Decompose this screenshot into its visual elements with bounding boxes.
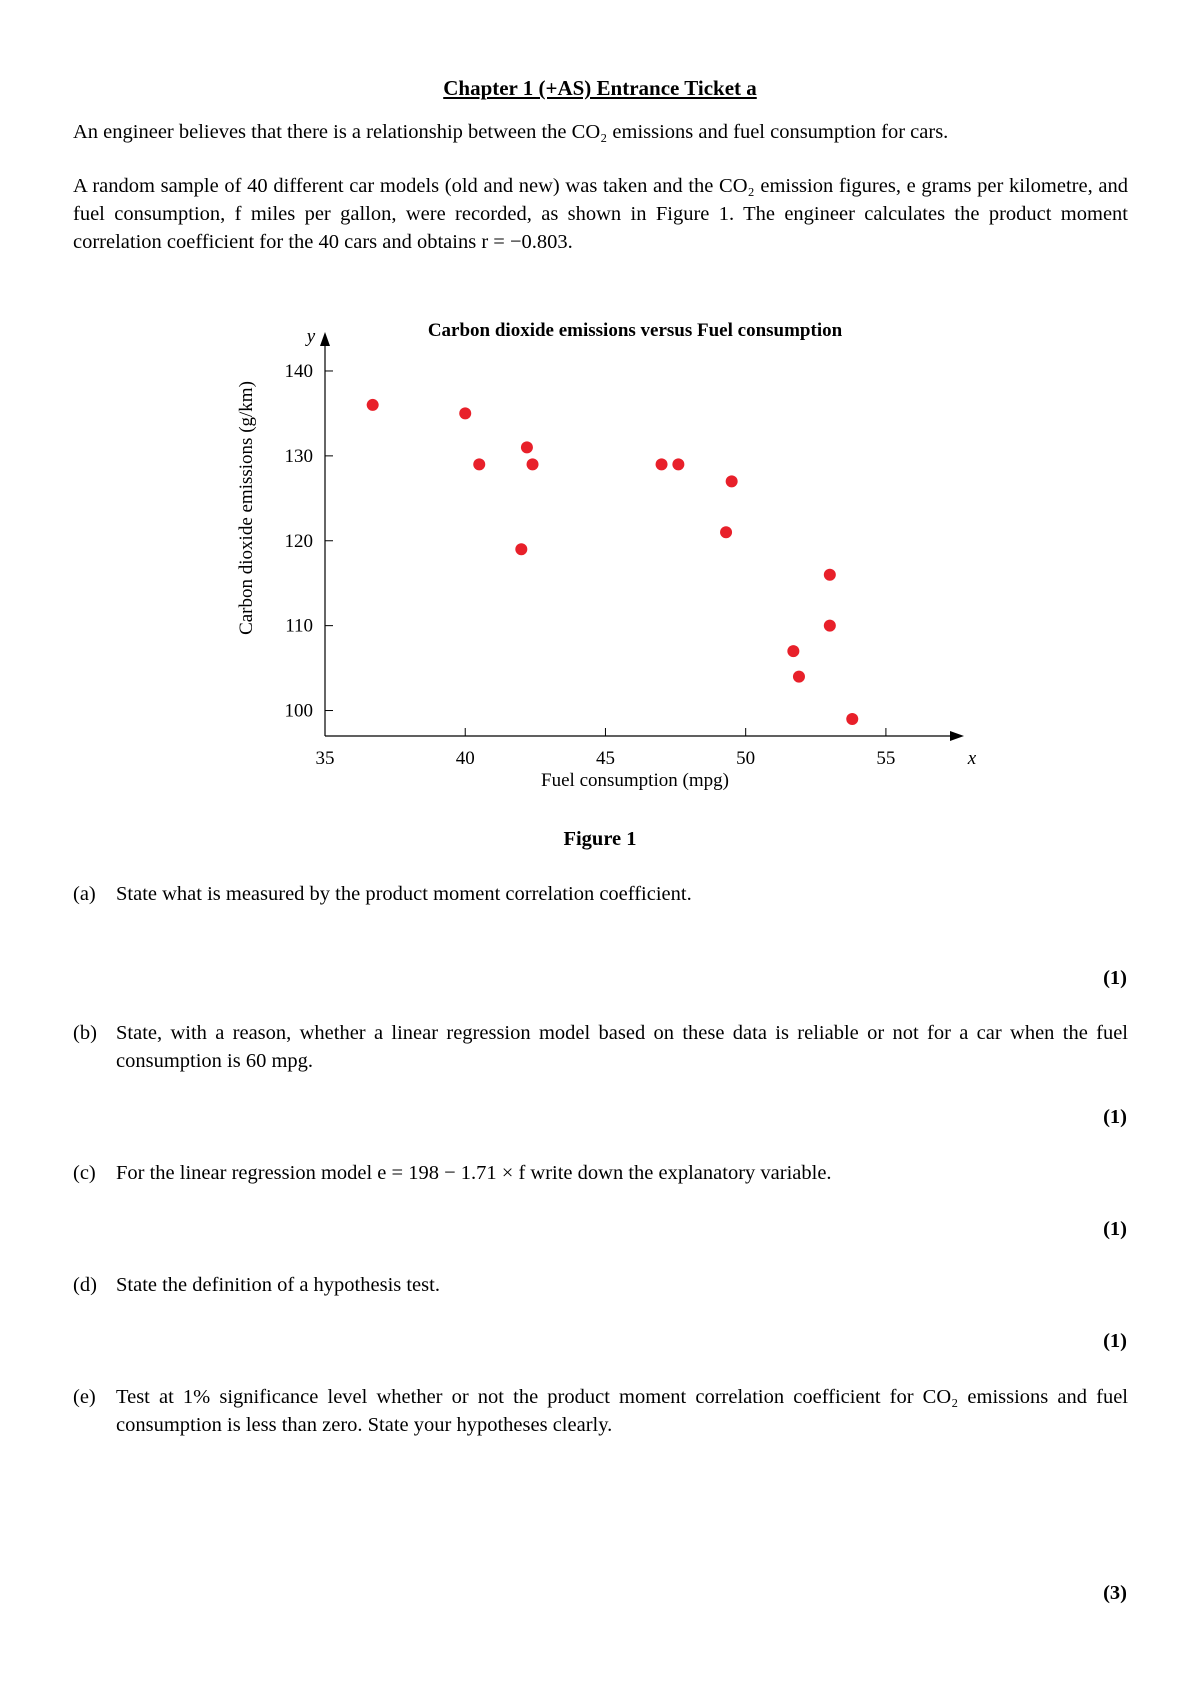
figure-caption: Figure 1 (563, 828, 637, 850)
intro-paragraph-1: An engineer believes that there is a relationship between the CO₂ emissions and fuel consumption for cars. (73, 121, 949, 143)
data-point (515, 543, 527, 555)
x-tick-label: 35 (315, 748, 335, 769)
y-tick-label: 130 (284, 445, 313, 467)
data-point (527, 458, 539, 470)
marks-b: (1) (1103, 1106, 1127, 1128)
chart-axes (285, 326, 977, 769)
x-axis-arrow (950, 731, 964, 741)
x-tick-label: 45 (595, 748, 615, 769)
question-text: Test at 1% significance level whether or not the product moment correlation coefficient for CO₂ emissions and fuel consumption is less than zero. State your hypotheses clearly. (116, 1386, 1128, 1436)
data-point (720, 526, 732, 538)
data-point (521, 441, 533, 453)
intro-paragraph-2: A random sample of 40 different car models (old and new) was taken and the CO₂ emission figures, e grams per kilometre, and fuel consumption, f miles per gallon, were recorded, as shown in Figure 1. The engineer calculates the product moment correlation coefficient for the 40 cars and obtains r = −0.803. (73, 175, 1128, 253)
marks-c: (1) (1103, 1218, 1127, 1240)
data-point (726, 475, 738, 487)
data-point (656, 458, 668, 470)
y-tick-label: 110 (285, 615, 313, 637)
data-point (367, 399, 379, 411)
data-point (824, 620, 836, 632)
data-point (459, 407, 471, 419)
chart-title: Carbon dioxide emissions versus Fuel consumption (427, 320, 843, 341)
data-point (473, 458, 485, 470)
y-axis-label: Carbon dioxide emissions (g/km) (236, 381, 257, 635)
y-axis-arrow (320, 332, 330, 346)
chart-points (367, 399, 859, 725)
question-text: For the linear regression model e = 198 − 1.71 × f write down the explanatory variable. (116, 1162, 832, 1184)
data-point (672, 458, 684, 470)
x-axis-symbol: x (967, 748, 977, 769)
question-label: (e) (73, 1386, 96, 1408)
y-tick-label: 120 (284, 530, 313, 552)
scatter-chart (230, 318, 990, 808)
x-tick-label: 40 (455, 748, 475, 769)
data-point (793, 671, 805, 683)
question-label: (a) (73, 883, 96, 905)
marks-d: (1) (1103, 1330, 1127, 1352)
page-title: Chapter 1 (+AS) Entrance Ticket a (443, 76, 757, 100)
data-point (824, 569, 836, 581)
question-text: State, with a reason, whether a linear regression model based on these data is reliable or not for a car when the fuel consumption is 60 mpg. (116, 1022, 1128, 1072)
marks-a: (1) (1103, 967, 1127, 989)
y-axis-symbol: y (306, 326, 316, 347)
data-point (846, 713, 858, 725)
x-axis-label: Fuel consumption (mpg) (541, 770, 729, 791)
y-tick-label: 140 (284, 360, 313, 382)
x-tick-label: 55 (876, 748, 896, 769)
data-point (787, 645, 799, 657)
y-tick-label: 100 (284, 700, 313, 722)
x-tick-label: 50 (736, 748, 756, 769)
question-text: State the definition of a hypothesis test. (116, 1274, 440, 1296)
marks-e: (3) (1103, 1582, 1127, 1604)
question-label: (b) (73, 1022, 97, 1044)
question-label: (d) (73, 1274, 97, 1296)
question-text: State what is measured by the product moment correlation coefficient. (116, 883, 692, 905)
question-label: (c) (73, 1162, 96, 1184)
